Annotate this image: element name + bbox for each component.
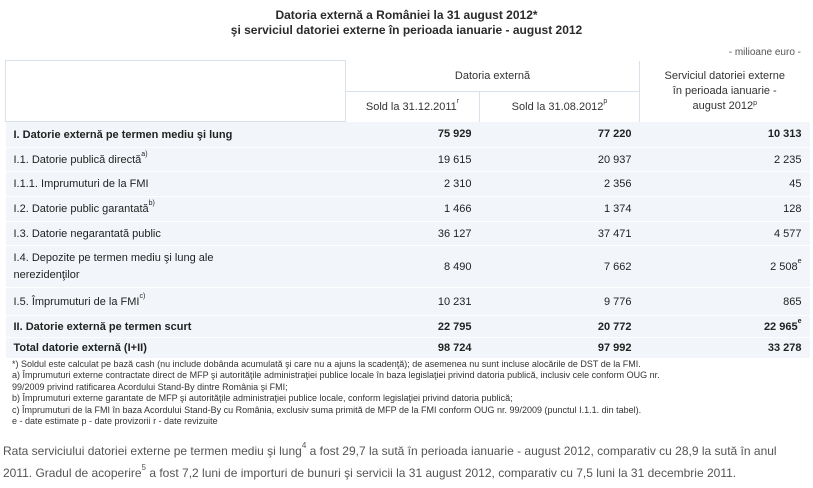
row-value-2011: 36 127: [346, 222, 480, 246]
external-debt-table: [5, 60, 810, 359]
table-row: [6, 288, 810, 316]
row-value-2011: 98 724: [346, 338, 480, 359]
header-sold-2012-label: Sold la 31.08.2012: [511, 100, 604, 113]
header-sold-2011-sup: r: [456, 97, 460, 105]
row-label: I.2. Datorie public garantată: [13, 203, 149, 215]
footnote: c) Împrumuturi de la FMI în baza Acordului Stand-By cu România, exclusiv suma primită de MFP de la FMI conform OUG nr. 99/2009 (punctul I.1.1. din tabel).: [12, 404, 642, 415]
header-sold-2012: [480, 91, 640, 122]
header-empty-cell: [6, 61, 346, 122]
header-debt-service-sup: p: [753, 99, 757, 107]
footnote: e - date estimate p - date provizorii r - date revizuite: [12, 416, 218, 427]
footnotes: [12, 359, 802, 427]
summary-paragraph: [3, 441, 809, 485]
header-debt-service: [640, 61, 810, 122]
row-value-2012: 37 471: [480, 222, 640, 246]
header-debt-service-line-1: Serviciul datoriei externe: [664, 69, 785, 82]
unit-label: - milioane euro -: [728, 47, 801, 58]
row-label: Total datorie externă (I+II): [13, 342, 147, 354]
row-label: I.1.1. Imprumuturi de la FMI: [13, 178, 149, 190]
table-row: [6, 222, 810, 246]
row-value-service: 865: [640, 288, 810, 316]
page-title: [0, 8, 813, 38]
header-sold-2011-label: Sold la 31.12.2011: [365, 100, 457, 113]
table-row: [6, 246, 810, 288]
paragraph-part-2: a fost 29,7 la sută în perioada ianuarie - august 2012, comparativ cu 28,9 la sută în anul 2011. Gradul de acoperire: [3, 444, 777, 480]
table-row: [6, 172, 810, 197]
row-value-2011: 75 929: [346, 122, 480, 148]
row-label-sup: b): [148, 200, 155, 207]
row-label-sup: c): [139, 292, 146, 300]
title-line-2: şi serviciul datoriei externe în perioada ianuarie - august 2012: [230, 23, 583, 37]
row-value-service-sup: e: [797, 317, 802, 325]
row-value-service: 4 577: [640, 222, 810, 246]
row-value-2012: 20 772: [480, 316, 640, 338]
paragraph-part-1: Rata serviciului datoriei externe pe termen mediu şi lung: [3, 444, 302, 458]
row-value-2011: 10 231: [346, 288, 480, 316]
row-value-service-text: 2 508: [770, 260, 798, 273]
row-value-2012: 9 776: [480, 288, 640, 316]
footnote: *) Soldul este calculat pe bază cash (nu include dobânda acumulată şi care nu a ajuns la scadenţă); de asemenea nu sunt incluse alocările de DST de la FMI.: [12, 359, 641, 369]
row-label: I.3. Datorie negarantată public: [13, 227, 161, 240]
row-value-service: [640, 316, 810, 338]
row-value-service-sup: e: [797, 257, 802, 265]
header-debt-service-line-2: în perioada ianuarie -: [672, 84, 777, 97]
row-label: I.5. Împrumuturi de la FMI: [13, 295, 140, 308]
row-label-line-2: nerezidenţilor: [13, 268, 80, 281]
row-value-2012: 7 662: [480, 246, 640, 288]
table-row: [6, 148, 810, 172]
footnote: b) Împrumuturi externe garantate de MFP şi autorităţile administraţiei publice locale, conform legislaţiei privind datoria publică;: [12, 393, 513, 404]
row-value-2011: 8 490: [346, 246, 480, 288]
table-row: [6, 197, 810, 222]
row-label: I. Datorie externă pe termen mediu şi lung: [13, 128, 233, 141]
row-value-2011: 2 310: [346, 172, 480, 197]
row-value-service: 10 313: [640, 122, 810, 148]
footnote-ref-5: 5: [141, 463, 146, 472]
row-value-service: 45: [640, 172, 810, 197]
title-line-1: Datoria externă a României la 31 august 2012*: [275, 8, 538, 22]
footnote: 99/2009 privind ratificarea Acordului Stand-By dintre România şi FMI;: [12, 381, 288, 392]
row-label: I.1. Datorie publică directă: [13, 153, 142, 166]
row-value-service: [640, 246, 810, 288]
row-label: II. Datorie externă pe termen scurt: [13, 320, 192, 333]
row-value-2012: 2 356: [480, 172, 640, 197]
row-value-2012: 97 992: [480, 338, 640, 359]
paragraph-part-3: a fost 7,2 luni de importuri de bunuri şi servicii la 31 august 2012, comparativ cu 7,5 luni la 31 decembrie 2011.: [146, 466, 737, 480]
row-label: I.4. Depozite pe termen mediu şi lung ale: [13, 251, 214, 264]
row-value-2011: 1 466: [346, 197, 480, 222]
table-row: [6, 316, 810, 338]
row-value-2012: 1 374: [480, 197, 640, 222]
header-sold-2012-sup: p: [603, 97, 608, 105]
header-group-external-debt: Datoria externă: [346, 61, 640, 92]
header-sold-2011: [346, 91, 480, 122]
row-value-service: 128: [640, 197, 810, 222]
footnote-ref-4: 4: [301, 441, 307, 450]
footnote: a) Împrumuturi externe contractate direct de MFP şi autorităţile administraţiei publice locale în baza legislaţiei privind datoria publică, inclusiv cele conform OUG nr.: [12, 370, 660, 381]
table-row-total: [6, 338, 810, 359]
table-row: [6, 122, 810, 148]
row-value-service: 2 235: [640, 148, 810, 172]
row-value-service: 33 278: [640, 338, 810, 359]
row-value-2012: 77 220: [480, 122, 640, 148]
row-value-2012: 20 937: [480, 148, 640, 172]
row-value-2011: 22 795: [346, 316, 480, 338]
row-value-2011: 19 615: [346, 148, 480, 172]
row-value-service-text: 22 965: [763, 320, 798, 333]
header-debt-service-line-3: august 2012: [692, 99, 754, 112]
row-label-sup: a): [141, 150, 148, 158]
